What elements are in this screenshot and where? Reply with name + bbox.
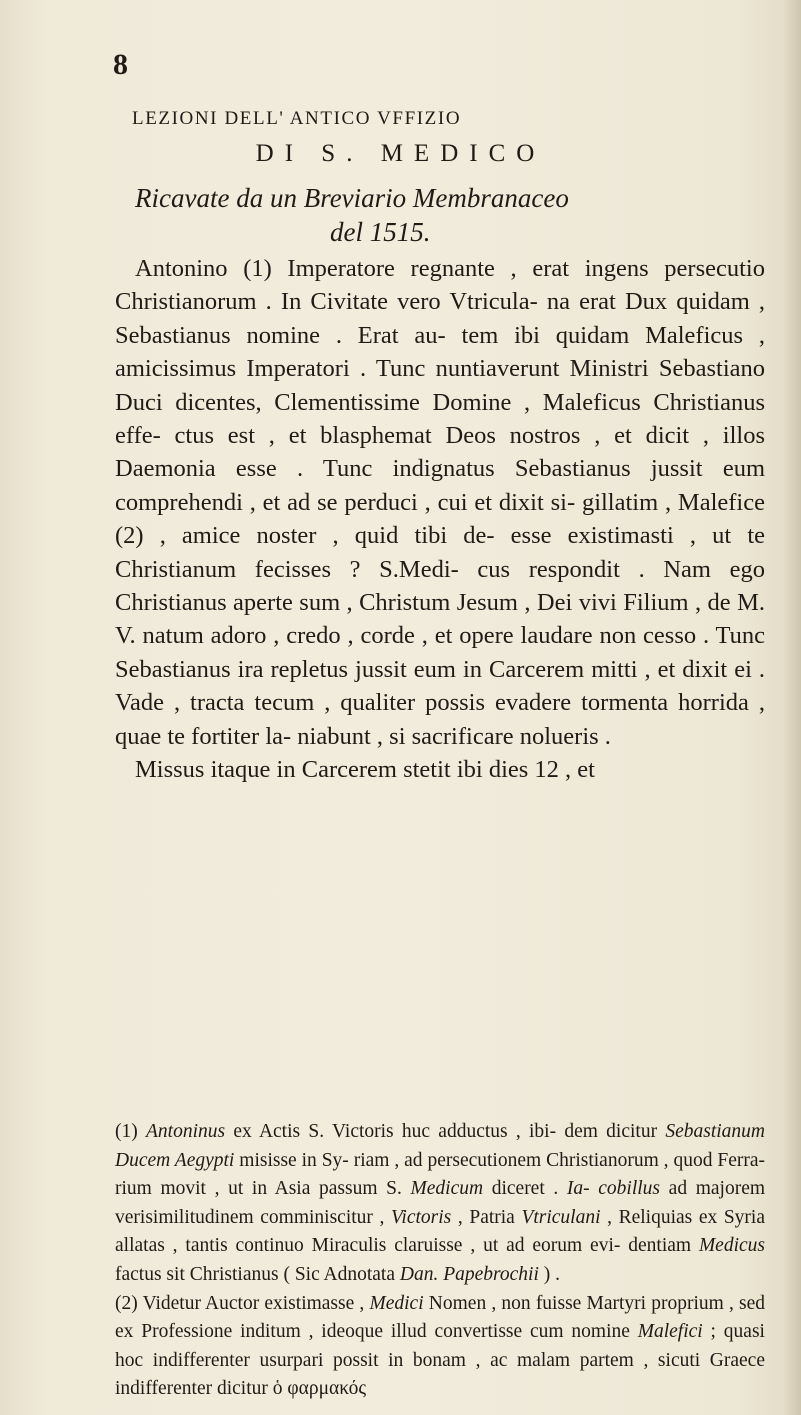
footnotes — [115, 1118, 765, 1404]
footnote-text-italic: Antoninus — [146, 1121, 226, 1142]
footnote-2 — [115, 1290, 765, 1404]
page-number: 8 — [113, 48, 129, 81]
footnote-text-italic: Ia- cobillus — [566, 1178, 661, 1200]
footnote-text-italic: Dan. Papebrochii — [399, 1263, 539, 1285]
footnote-1 — [115, 1118, 765, 1290]
section-title: DI S. MEDICO — [255, 140, 546, 167]
footnote-text: ex Actis S. Victoris huc adductus , ibi- dem dicitur — [225, 1121, 666, 1142]
paragraph: Antonino (1) Imperatore regnante , erat ingens persecutio Christianorum . In Civitate vero Vtricula- na erat Dux quidam , Sebastianus nomine . Erat au- tem ibi quidam Maleficus , amicissimus Imperatori . Tunc nuntiaverunt Ministri Sebastiano Duci dicentes, Clementissime Domine , Maleficus Christianus effe- ctus est , et blasphemat Deos nostros , et dicit , illos Daemonia esse . Tunc indignatus Sebastianus jussit eum comprehendi , et ad se perduci , cui et dixit si- gillatim , Malefice (2) , amice noster , quid tibi de- esse existimasti , ut te Christianum fecisses ? S.Medi- cus respondit . Nam ego Christianus aperte sum , Christum Jesum , Dei vivi Filium , de M. V. natum adoro , credo , corde , et opere laudare non cesso . Tunc Sebastianus ira repletus jussit eum in Carcerem mitti , et dixit ei . Vade , tracta tecum , qualiter possis evadere tormenta horrida , quae te fortiter la- niabunt , si sacrificare nolueris . — [115, 255, 765, 750]
footnote-text-italic: Vtriculani — [521, 1206, 601, 1228]
footnote-text: Videtur Auctor existimasse , — [137, 1292, 370, 1314]
footnote-text: misisse in Sy- riam , ad persecutionem Christianorum , quod Ferra- rium movit , ut in Asia passum S. — [115, 1149, 765, 1200]
footnote-marker: (1) — [115, 1121, 138, 1142]
subtitle-line-2: del 1515. — [330, 217, 431, 247]
footnote-text-italic: Sebastianum Ducem Aegypti — [115, 1121, 765, 1171]
footnote-text: factus sit Christianus ( Sic Adnotata — [115, 1263, 400, 1285]
subtitle-line-1: Ricavate da un Breviario Membranaceo — [135, 183, 569, 213]
footnote-text-italic: Medicus — [698, 1235, 765, 1257]
footnote-text-italic: Medicum — [410, 1178, 484, 1200]
footnote-text: Nomen , non fuisse Martyri proprium , sed ex Professione inditum , ideoque illud convertisse cum nomine — [115, 1292, 765, 1343]
footnote-text: ; quasi hoc indifferenter usurpari possit in bonam , ac malam partem , sicuti Graece indifferenter dicitur ὁ φαρμακός — [115, 1321, 765, 1400]
paragraph: Missus itaque in Carcerem stetit ibi dies 12 , et — [135, 756, 595, 784]
footnote-text-italic: Medici — [369, 1292, 424, 1314]
page-edge-shadow — [783, 0, 801, 1415]
footnote-text-italic: Malefici — [637, 1321, 703, 1343]
running-head: LEZIONI DELL' ANTICO VFFIZIO — [132, 108, 462, 129]
footnote-text: ) . — [538, 1263, 561, 1285]
footnote-text: , Reliquias ex Syria allatas , tantis continuo Miraculis claruisse , ut ad eorum evi- dentiam — [115, 1206, 765, 1257]
footnote-text: ad majorem verisimilitudinem comminiscitur , — [115, 1178, 766, 1228]
subtitle — [135, 181, 715, 249]
footnote-marker: (2) — [115, 1292, 138, 1314]
footnote-text-italic: Victoris — [390, 1206, 452, 1228]
main-text — [115, 252, 765, 787]
footnote-text: , Patria — [451, 1206, 522, 1228]
footnote-text: diceret . — [483, 1178, 567, 1200]
